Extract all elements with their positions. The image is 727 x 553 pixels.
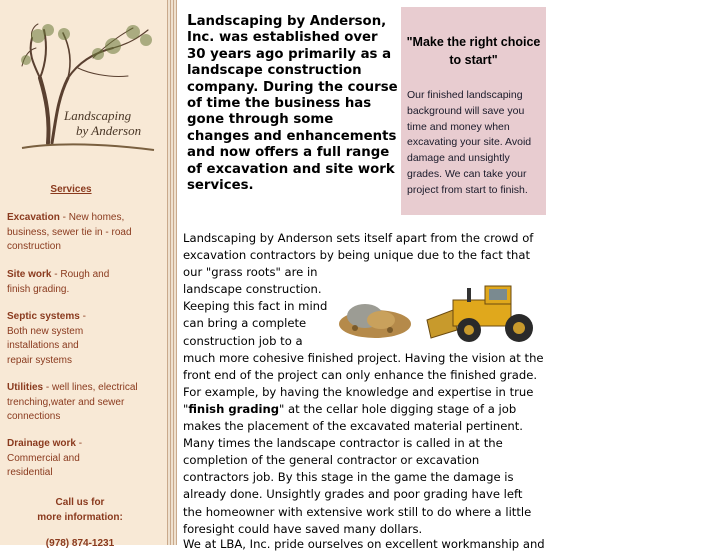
intro-dropcap: L [187, 11, 197, 29]
service-septic-systems[interactable] [7, 310, 105, 368]
company-logo[interactable] [18, 18, 158, 158]
call-us-text [0, 495, 160, 525]
service-title: Excavation [7, 212, 60, 223]
finish-grading-emphasis: finish grading [188, 401, 280, 416]
paragraph-text-a: Landscaping by Anderson sets itself apart from the crowd of excavation contractors by being unique due to the fact that our "grass roots" are in landscape construction. Keeping this fact in mind can bring a complete construction job to a much more cohesive finished project. Having the vision at the front end of the project can only enhance the finished grade. For example, by having the knowledge and expertise in true " [183, 231, 544, 416]
service-drainage-work[interactable] [7, 437, 97, 481]
service-title: Drainage work [7, 438, 76, 449]
service-utilities[interactable] [7, 381, 157, 425]
intro-text: andscaping by Anderson, Inc. was established over 30 years ago primarily as a landscape construction company. During the course of time the business has gone through some changes and enhancements and now offers a full range of excavation and site work services. [187, 14, 398, 194]
intro-paragraph [187, 12, 399, 194]
call-line1: Call us for [55, 497, 105, 508]
service-site-work[interactable] [7, 268, 119, 297]
service-text: - well lines, electrical trenching,water and sewer connections [7, 382, 138, 422]
logo-text-line2: by Anderson [76, 123, 142, 138]
promo-title: "Make the right choice to start" [406, 35, 541, 67]
call-line2: more information: [37, 512, 123, 523]
service-title: Septic systems [7, 311, 80, 322]
main-paragraph [183, 230, 545, 538]
bulldozer-image [335, 280, 545, 344]
sidebar-divider [167, 0, 177, 545]
logo-text-line1: Landscaping [64, 108, 132, 123]
service-text: - New homes, business, sewer tie in - road construction [7, 212, 132, 252]
second-paragraph: We at LBA, Inc. pride ourselves on excellent workmanship and [183, 537, 545, 551]
service-text: - Commercial and residential [7, 438, 83, 478]
service-title: Utilities [7, 382, 44, 393]
promo-box [401, 7, 546, 215]
phone-number[interactable]: (978) 874-1231 [45, 538, 115, 549]
service-excavation[interactable] [7, 211, 157, 255]
service-text: - Rough and finish grading. [7, 269, 110, 295]
paragraph-text-b: " at the cellar hole digging stage of a job makes the placement of the excavated material pertinent. Many times the landscape contractor is called in at the completion of the general contractor or excavation contractors job. By this stage in the game the damage is already done. Unsightly grades and poor grading have left the homeowner with extensive work still to do where a little foresight could have saved many dollars. [183, 401, 532, 536]
service-title: Site work [7, 269, 52, 280]
service-text: - Both new system installations and repair systems [7, 311, 86, 366]
sidebar [0, 0, 167, 549]
services-heading[interactable]: Services [50, 184, 92, 195]
promo-body: Our finished landscaping background will save you time and money when excavating your site. Avoid damage and unsightly grades. We can take your project from start to finish. [407, 89, 532, 196]
